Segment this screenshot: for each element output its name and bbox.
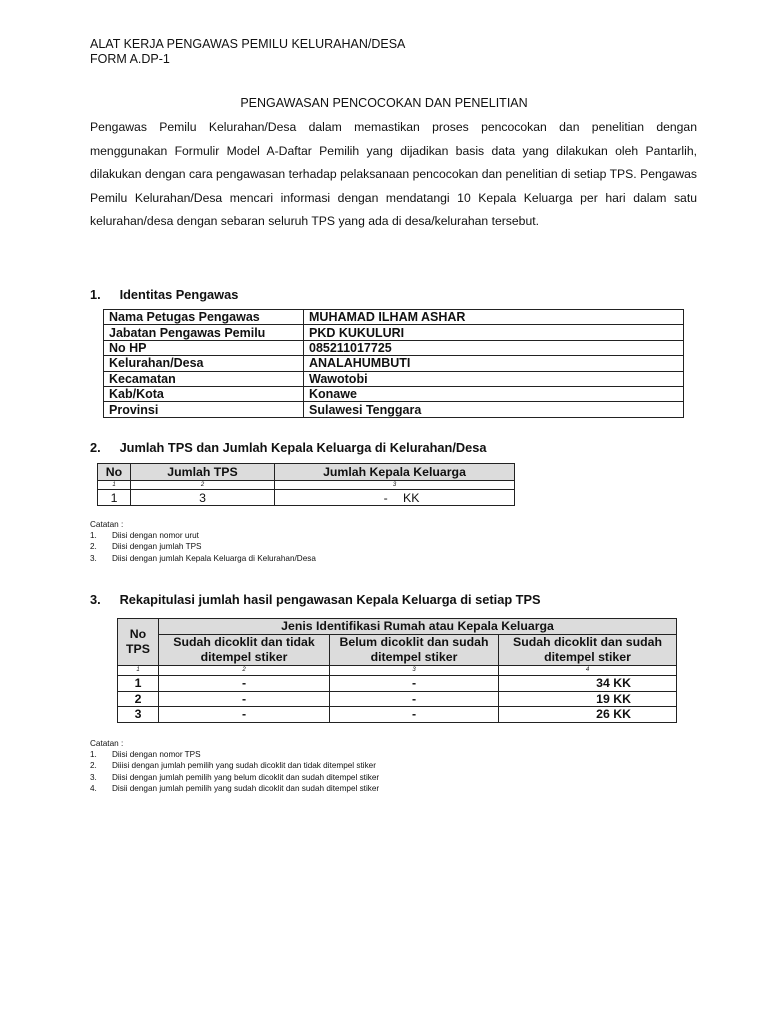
row-col-b: - bbox=[330, 707, 499, 723]
row-tps: 3 bbox=[131, 490, 275, 506]
header-no: No bbox=[98, 464, 131, 481]
row-col-b: - bbox=[330, 691, 499, 707]
table-row bbox=[104, 402, 684, 417]
kk-value: - bbox=[383, 490, 388, 505]
intro-paragraph: Pengawas Pemilu Kelurahan/Desa dalam memastikan proses pencocokan dan penelitian dengan menggunakan Formulir Model A-Daftar Pemilih yang dijadikan basis data yang dilakukan oleh Pantarlih, dilakukan dengan cara pengawasan terhadap pelaksanaan pencocokan dan penelitian di setiap TPS. Pengawas Pemilu Kelurahan/Desa mencari informasi dengan mendatangi 10 Kepala Keluarga per hari dalam satu kelurahan/desa dengan sebaran seluruh TPS yang ada di desa/kelurahan tersebut. bbox=[90, 120, 697, 229]
kk-unit: KK bbox=[403, 490, 420, 505]
row-col-b: - bbox=[330, 676, 499, 692]
table-row bbox=[118, 676, 677, 692]
note-item: 1. Diisi dengan nomor TPS bbox=[90, 750, 201, 760]
note-item: 1. Diisi dengan nomor urut bbox=[90, 531, 199, 541]
identity-value: PKD KUKULURI bbox=[304, 325, 684, 340]
identity-value: Konawe bbox=[304, 386, 684, 401]
identity-label: Kecamatan bbox=[104, 371, 304, 386]
section2-notes bbox=[90, 519, 316, 564]
identity-label: Jabatan Pengawas Pemilu bbox=[104, 325, 304, 340]
row-col-a: - bbox=[159, 707, 330, 723]
table-row bbox=[104, 386, 684, 401]
column-index: 2 bbox=[131, 481, 275, 490]
note-item: 2. Diiisi dengan jumlah pemilih yang sudah dicoklit dan tidak ditempel stiker bbox=[90, 761, 376, 771]
tps-kk-table bbox=[97, 463, 515, 506]
identity-label: Kelurahan/Desa bbox=[104, 356, 304, 371]
row-col-a: - bbox=[159, 691, 330, 707]
column-index-row bbox=[118, 666, 677, 676]
section3-number: 3. bbox=[90, 592, 101, 607]
identity-value: ANALAHUMBUTI bbox=[304, 356, 684, 371]
table-row bbox=[104, 371, 684, 386]
recap-table bbox=[117, 618, 677, 723]
note-item: 3. Diisi dengan jumlah pemilih yang belum dicoklit dan sudah ditempel stiker bbox=[90, 772, 380, 782]
document-title: PENGAWASAN PENCOCOKAN DAN PENELITIAN bbox=[240, 96, 528, 110]
row-no: 1 bbox=[98, 490, 131, 506]
header-jumlah-kk: Jumlah Kepala Keluarga bbox=[275, 464, 515, 481]
identity-value: 085211017725 bbox=[304, 340, 684, 355]
row-no: 3 bbox=[118, 707, 159, 723]
notes-title: Catatan : bbox=[90, 520, 124, 529]
table-row bbox=[98, 490, 515, 506]
row-col-c: 26 KK bbox=[499, 707, 677, 723]
table-row bbox=[104, 325, 684, 340]
table-row bbox=[118, 707, 677, 723]
identity-label: Provinsi bbox=[104, 402, 304, 417]
notes-title: Catatan : bbox=[90, 739, 124, 748]
identity-label: Nama Petugas Pengawas bbox=[104, 310, 304, 325]
identity-label: Kab/Kota bbox=[104, 386, 304, 401]
row-col-c: 19 KK bbox=[499, 691, 677, 707]
note-item: 3. Diisi dengan jumlah Kepala Keluarga di Kelurahan/Desa bbox=[90, 553, 316, 563]
identity-value: Wawotobi bbox=[304, 371, 684, 386]
form-header-title: ALAT KERJA PENGAWAS PEMILU KELURAHAN/DESA bbox=[90, 37, 406, 51]
table-row bbox=[118, 691, 677, 707]
row-no: 2 bbox=[118, 691, 159, 707]
table-row bbox=[104, 356, 684, 371]
section2-number: 2. bbox=[90, 440, 101, 455]
column-index: 4 bbox=[499, 666, 677, 676]
row-no: 1 bbox=[118, 676, 159, 692]
identity-table bbox=[103, 309, 684, 418]
header-jumlah-tps: Jumlah TPS bbox=[131, 464, 275, 481]
section1-number: 1. bbox=[90, 287, 101, 302]
section3-notes bbox=[90, 738, 379, 794]
row-col-c: 34 KK bbox=[499, 676, 677, 692]
identity-value: Sulawesi Tenggara bbox=[304, 402, 684, 417]
column-index: 3 bbox=[330, 666, 499, 676]
form-code: FORM A.DP-1 bbox=[90, 52, 170, 66]
header-no-tps: No TPS bbox=[118, 619, 159, 666]
column-index: 1 bbox=[118, 666, 159, 676]
note-item: 2. Diisi dengan jumlah TPS bbox=[90, 542, 202, 552]
table-row bbox=[104, 310, 684, 325]
column-index-row bbox=[98, 481, 515, 490]
form-header bbox=[90, 37, 405, 67]
section1-heading bbox=[90, 287, 238, 302]
header-col-a: Sudah dicoklit dan tidak ditempel stiker bbox=[159, 635, 330, 666]
section3-heading bbox=[90, 592, 541, 607]
header-group: Jenis Identifikasi Rumah atau Kepala Keluarga bbox=[159, 619, 677, 635]
column-index: 1 bbox=[98, 481, 131, 490]
identity-value: MUHAMAD ILHAM ASHAR bbox=[304, 310, 684, 325]
header-col-b: Belum dicoklit dan sudah ditempel stiker bbox=[330, 635, 499, 666]
section2-heading bbox=[90, 440, 487, 455]
note-item: 4. Disii dengan jumlah pemilih yang sudah dicoklit dan sudah ditempel stiker bbox=[90, 783, 380, 793]
column-index: 3 bbox=[275, 481, 515, 490]
table-row bbox=[104, 340, 684, 355]
column-index: 2 bbox=[159, 666, 330, 676]
identity-label: No HP bbox=[104, 340, 304, 355]
row-col-a: - bbox=[159, 676, 330, 692]
row-kk bbox=[275, 490, 515, 506]
header-col-c: Sudah dicoklit dan sudah ditempel stiker bbox=[499, 635, 677, 666]
section1-title: Identitas Pengawas bbox=[119, 287, 239, 302]
section3-title: Rekapitulasi jumlah hasil pengawasan Kepala Keluarga di setiap TPS bbox=[119, 592, 541, 607]
section2-title: Jumlah TPS dan Jumlah Kepala Keluarga di Kelurahan/Desa bbox=[119, 440, 487, 455]
